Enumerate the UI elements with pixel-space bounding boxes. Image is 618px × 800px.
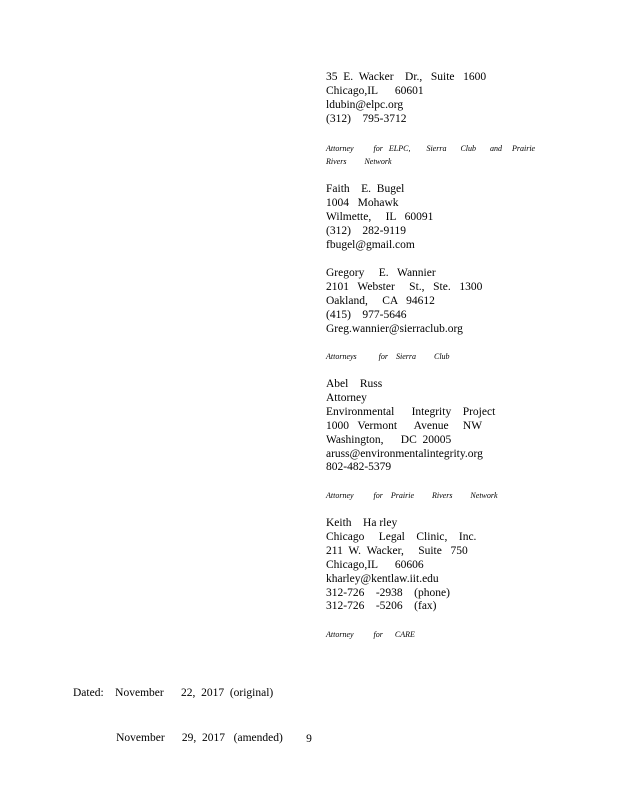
phone-line: 802-482-5379 xyxy=(326,461,392,474)
email-line: aruss@environmentalintegrity.org xyxy=(326,447,483,460)
email-line: fbugel@gmail.com xyxy=(326,238,415,251)
role-sierra xyxy=(326,351,586,364)
dated-block xyxy=(73,656,283,761)
contact-block-bugel xyxy=(326,183,586,253)
fax-line: 312-726 -5206 (fax) xyxy=(326,600,437,613)
contact-block-elpc xyxy=(326,71,586,127)
city-line: Chicago,IL 60606 xyxy=(326,558,424,571)
role-care xyxy=(326,629,586,642)
name-line: Keith Ha rley xyxy=(326,517,398,529)
city-line: Oakland, CA 94612 xyxy=(326,294,435,307)
phone-line: (415) 977-5646 xyxy=(326,308,407,321)
role-line: Attorney for CARE xyxy=(326,630,415,639)
name-line: Faith E. Bugel xyxy=(326,183,405,195)
dated-original: Dated: November 22, 2017 (original) xyxy=(73,687,274,699)
email-line: kharley@kentlaw.iit.edu xyxy=(326,572,439,585)
contact-block-russ xyxy=(326,378,586,475)
name-line: Abel Russ xyxy=(326,378,383,390)
contact-block-harley xyxy=(326,517,586,614)
title-line: Attorney xyxy=(326,391,367,404)
city-line: Chicago,IL 60601 xyxy=(326,84,424,97)
city-line: Wilmette, IL 60091 xyxy=(326,210,434,223)
email-line: ldubin@elpc.org xyxy=(326,98,404,111)
name-line: Gregory E. Wannier xyxy=(326,267,436,279)
role-line: Attorneys for Sierra Club xyxy=(326,352,450,361)
address-line: 35 E. Wacker Dr., Suite 1600 xyxy=(326,71,487,83)
role-elpc xyxy=(326,143,586,168)
contact-block-wannier xyxy=(326,267,586,337)
role-line: Attorney for Prairie Rivers Network xyxy=(326,491,498,500)
address-line: 2101 Webster St., Ste. 1300 xyxy=(326,280,483,293)
organization-line: Environmental Integrity Project xyxy=(326,405,496,418)
page-number: 9 xyxy=(306,733,312,745)
phone-line: (312) 795-3712 xyxy=(326,112,407,125)
address-line: 211 W. Wacker, Suite 750 xyxy=(326,544,468,557)
email-line: Greg.wannier@sierraclub.org xyxy=(326,322,463,335)
organization-line: Chicago Legal Clinic, Inc. xyxy=(326,530,477,543)
dated-amended: November 29, 2017 (amended) xyxy=(73,732,283,744)
city-line: Washington, DC 20005 xyxy=(326,433,452,446)
address-line: 1004 Mohawk xyxy=(326,196,399,209)
role-line: Rivers Network xyxy=(326,156,392,166)
role-line: Attorney for ELPC, Sierra Club and Prairie xyxy=(326,144,536,153)
address-line: 1000 Vermont Avenue NW xyxy=(326,419,483,432)
phone-line: 312-726 -2938 (phone) xyxy=(326,586,450,599)
role-prairie-rivers xyxy=(326,490,586,503)
phone-line: (312) 282-9119 xyxy=(326,224,407,237)
